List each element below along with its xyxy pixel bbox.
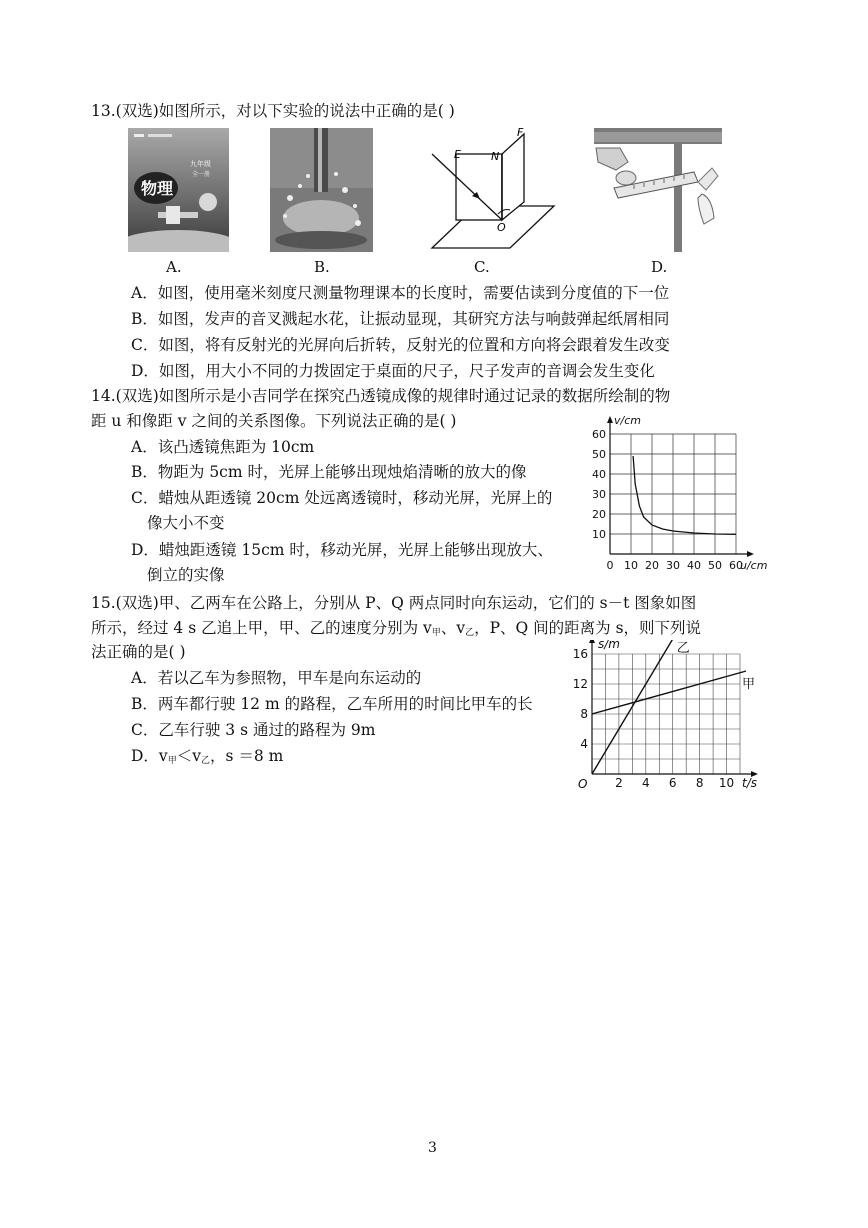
q13-stem: 13.(双选)如图所示，对以下实验的说法中正确的是( )	[91, 102, 455, 120]
q14-option-a: A．该凸透镜焦距为 10cm	[131, 438, 315, 456]
y-tick-label: 60	[592, 428, 606, 441]
page-number: 3	[428, 1140, 437, 1156]
textbook-image	[128, 128, 229, 252]
q15-d-sub1: 甲	[167, 756, 177, 766]
book-volume: 全一册	[192, 171, 211, 178]
caption-d: D.	[651, 258, 668, 276]
x-tick-label: 20	[645, 559, 659, 572]
x-tick-label: 2	[615, 776, 623, 790]
caption-a: A.	[166, 258, 182, 276]
series-jia-label: 甲	[742, 676, 756, 692]
q15-stem2-b: 、v	[440, 619, 466, 637]
uv-curve	[633, 456, 736, 534]
y-tick-label: 8	[580, 707, 588, 721]
q14-option-c-line1: C．蜡烛从距透镜 20cm 处远离透镜时，移动光屏，光屏上的	[131, 489, 553, 507]
caption-b: B.	[314, 258, 330, 276]
x-tick-label: 60	[729, 559, 743, 572]
q15-d-b: ＜v	[176, 747, 201, 765]
q14-option-d-line2: 倒立的实像	[147, 566, 225, 584]
label-e: E	[454, 148, 461, 161]
y-tick-label: 4	[580, 737, 588, 751]
book-title: 物理	[141, 179, 174, 198]
q13-option-c: C．如图，将有反射光的光屏向后折转，反射光的位置和方向将会跟着发生改变	[131, 336, 670, 354]
y-tick-label: 10	[592, 528, 606, 541]
q15-d-sub2: 乙	[200, 756, 210, 766]
q14-stem-line2: 距 u 和像距 v 之间的关系图像。下列说法正确的是( )	[91, 412, 457, 430]
label-f: F	[517, 126, 524, 139]
y-tick-label: 30	[592, 488, 606, 501]
x-tick-label: 4	[641, 776, 650, 790]
q15-d-c: ，s ＝8 m	[209, 747, 284, 765]
q14-option-b: B．物距为 5cm 时，光屏上能够出现烛焰清晰的放大的像	[131, 463, 527, 481]
q15-option-c: C．乙车行驶 3 s 通过的路程为 9m	[131, 721, 376, 739]
q15-stem2-sub1: 甲	[431, 628, 441, 638]
q15-stem2-sub2: 乙	[465, 628, 475, 638]
q14-option-d-line1: D．蜡烛距透镜 15cm 时，移动光屏，光屏上能够出现放大、	[131, 541, 553, 559]
y-tick-label: 50	[592, 448, 606, 461]
reflection-screen-diagram	[424, 126, 560, 254]
x-tick-label: 50	[708, 559, 722, 572]
y-axis-label: v/cm	[614, 414, 641, 427]
q15-stem2-a: 所示，经过 4 s 乙追上甲，甲、乙的速度分别为 v	[91, 619, 432, 637]
origin-label: O	[578, 777, 588, 790]
x-tick-label: 40	[687, 559, 701, 572]
x-tick-label: 10	[718, 776, 735, 790]
q15-d-a: D．v	[131, 747, 168, 765]
y-axis-arrow	[607, 416, 613, 423]
x-tick-label: 30	[666, 559, 680, 572]
q14-option-c-line2: 像大小不变	[147, 514, 225, 532]
q15-option-a: A．若以乙车为参照物，甲车是向东运动的	[131, 669, 422, 687]
y-tick-label: 40	[592, 468, 606, 481]
q13-option-a: A．如图，使用毫米刻度尺测量物理课本的长度时，需要估读到分度值的下一位	[131, 284, 670, 302]
y-axis-arrow	[589, 640, 595, 643]
y-tick-label: 20	[592, 508, 606, 521]
q15-stem-line3: 法正确的是( )	[91, 643, 186, 661]
tuning-fork-water-image	[270, 128, 373, 252]
label-n: N	[491, 150, 500, 163]
q15-option-b: B．两车都行驶 12 m 的路程，乙车所用的时间比甲车的长	[131, 695, 533, 713]
series-yi-label: 乙	[676, 641, 690, 656]
x-tick-label: 0	[606, 559, 614, 572]
x-tick-label: 8	[695, 776, 704, 790]
q15-stem2-c: ，P、Q 间的距离为 s，则下列说	[474, 619, 702, 637]
distance-time-chart	[572, 640, 770, 790]
book-subtitle: 九年级	[190, 160, 211, 168]
lens-uv-chart	[588, 408, 778, 574]
q13-option-b: B．如图，发声的音叉溅起水花，让振动显现，其研究方法与响鼓弹起纸屑相同	[131, 310, 670, 328]
x-axis-arrow	[747, 551, 754, 557]
q15-option-d	[131, 746, 283, 771]
label-o: O	[497, 221, 506, 234]
q14-stem-line1: 14.(双选)如图所示是小吉同学在探究凸透镜成像的规律时通过记录的数据所绘制的物	[91, 387, 671, 405]
x-tick-label: 6	[668, 776, 677, 790]
q15-stem-line1: 15.(双选)甲、乙两车在公路上，分别从 P、Q 两点同时向东运动，它们的 s－t 图象如图	[91, 594, 697, 612]
y-tick-label: 16	[572, 647, 588, 661]
q13-option-d: D．如图，用大小不同的力拨固定于桌面的尺子，尺子发声的音调会发生变化	[131, 362, 655, 380]
ruler-on-table-image	[594, 128, 722, 252]
y-axis-label: s/m	[598, 640, 620, 651]
x-axis-label: u/cm	[740, 559, 768, 572]
x-axis-label: t/s	[742, 776, 757, 790]
caption-c: C.	[474, 258, 490, 276]
y-tick-label: 12	[572, 677, 588, 691]
x-tick-label: 10	[624, 559, 638, 572]
